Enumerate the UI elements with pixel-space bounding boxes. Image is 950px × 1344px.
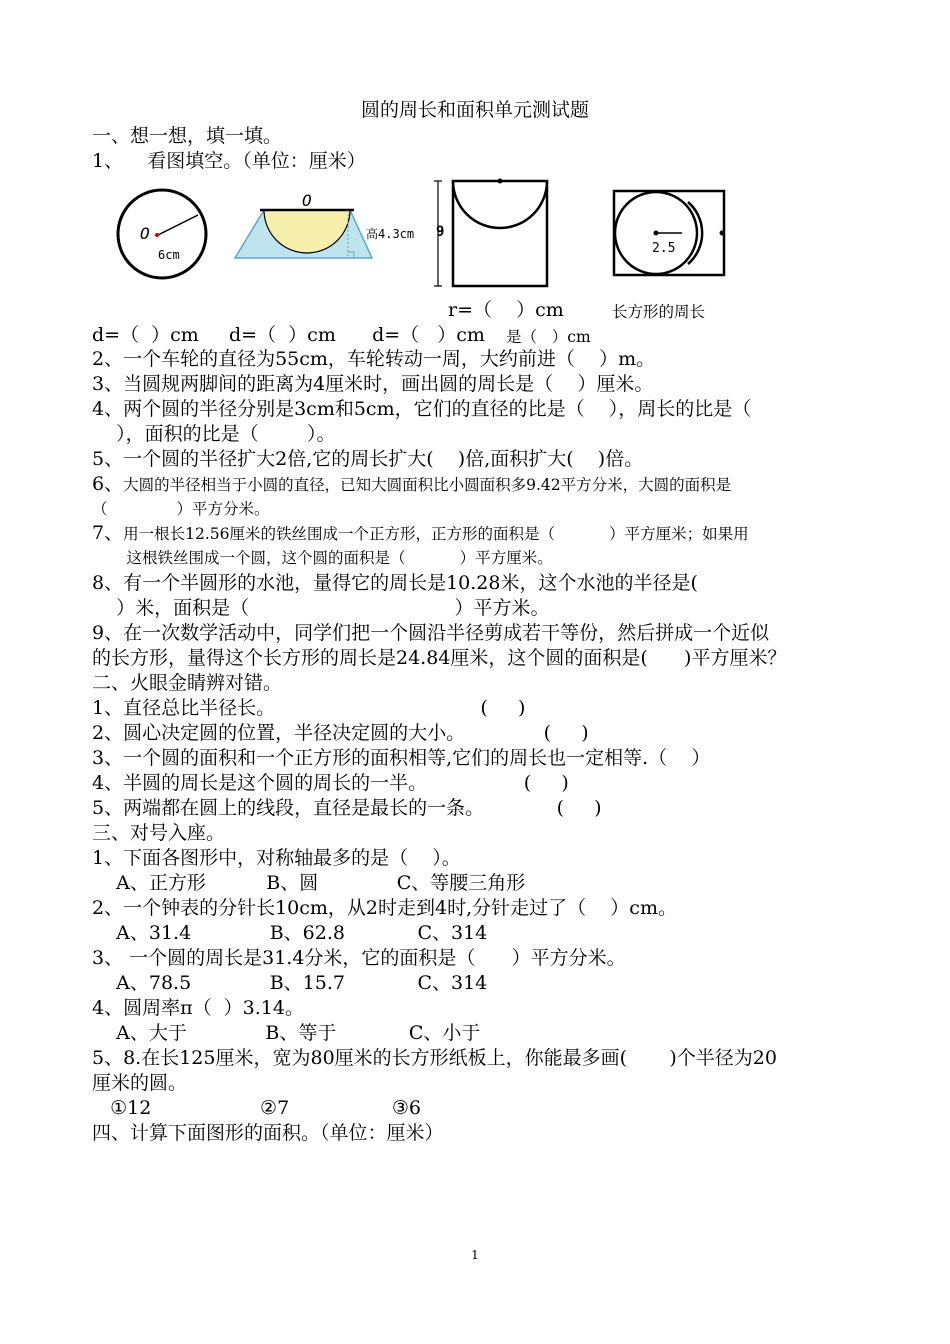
question-7 (92, 521, 749, 546)
fig4-radius-label: 2.5 (652, 241, 676, 256)
question-6 (92, 472, 731, 497)
figure-trapezoid-semicircle (232, 192, 432, 272)
q6-number: 6、 (92, 473, 124, 495)
q1-r-blank: r=（ ）cm (448, 299, 564, 321)
section-4-heading: 四、计算下面图形的面积。（单位：厘米） (92, 1122, 444, 1144)
true-false-3: 3、一个圆的面积和一个正方形的面积相等,它们的周长也一定相等.（ ） (92, 747, 711, 769)
question-2: 2、一个车轮的直径为55cm，车轮转动一周，大约前进（ ）m。 (92, 348, 656, 370)
true-false-4: 4、半圆的周长是这个圆的周长的一半。 ( ) (92, 772, 569, 794)
fig2-height-label: 高4.3cm (366, 227, 415, 241)
q1-answers: d=（ ）cm d=（ ）cm d=（ ）cm (92, 324, 485, 346)
fig1-radius-label: 6cm (158, 248, 180, 262)
choice-3: 3、 一个圆的周长是31.4分米，它的面积是（ ）平方分米。 (92, 947, 626, 969)
section-2-heading: 二、火眼金睛辨对错。 (92, 672, 283, 694)
choice-3-options: A、78.5 B、15.7 C、314 (92, 972, 488, 994)
q1-answers-tail: 是（ ）cm (506, 328, 591, 346)
true-false-5: 5、两端都在圆上的线段，直径是最长的一条。 ( ) (92, 797, 602, 819)
fig3-height-label: 9 (436, 224, 445, 240)
figure-rectangle-semicircle (430, 178, 560, 298)
q1-rect-perimeter-label: 长方形的周长 (612, 303, 706, 321)
question-6-cont: （ ）平方分米。 (92, 500, 270, 518)
question-9-cont: 的长方形，量得这个长方形的周长是24.84厘米，这个圆的面积是( )平方厘米？ (92, 647, 787, 669)
true-false-1: 1、直径总比半径长。 ( ) (92, 697, 526, 719)
choice-5-cont: 厘米的圆。 (92, 1072, 188, 1094)
choice-2: 2、一个钟表的分针长10cm，从2时走到4时,分针走过了（ ）cm。 (92, 897, 677, 919)
question-7-cont: 这根铁丝围成一个圆，这个圆的面积是（ ）平方厘米。 (92, 549, 553, 567)
choice-1: 1、下面各图形中，对称轴最多的是（ ）。 (92, 847, 461, 869)
figure-circle-radius (108, 184, 228, 294)
choice-1-options: A、正方形 B、圆 C、等腰三角形 (92, 872, 526, 894)
fig1-center-label: O (140, 224, 150, 243)
question-8-cont: ）米，面积是（ ）平方米。 (92, 597, 550, 619)
q1-intro: 1、 看图填空。（单位：厘米） (92, 150, 366, 172)
figure-rectangle-two-circles (612, 188, 732, 278)
question-9: 9、在一次数学活动中，同学们把一个圆沿半径剪成若干等份，然后拼成一个近似 (92, 622, 770, 644)
question-4-cont: ），面积的比是（ ）。 (92, 423, 336, 445)
page-number: 1 (471, 1248, 479, 1262)
section-1-heading: 一、想一想，填一填。 (92, 125, 283, 147)
choice-4-options: A、大于 B、等于 C、小于 (92, 1022, 481, 1044)
q6-text: 大圆的半径相当于小圆的直径，已知大圆面积比小圆面积多9.42平方分米，大圆的面积是 (123, 476, 732, 494)
page-title: 圆的周长和面积单元测试题 (360, 99, 589, 121)
true-false-2: 2、圆心决定圆的位置，半径决定圆的大小。 ( ) (92, 722, 589, 744)
choice-5-options: ①12 ②7 ③6 (92, 1097, 421, 1119)
question-5: 5、一个圆的半径扩大2倍,它的周长扩大( )倍,面积扩大( )倍。 (92, 448, 644, 470)
choice-4: 4、圆周率π（ ）3.14。 (92, 997, 304, 1019)
question-3: 3、当圆规两脚间的距离为4厘米时，画出圆的周长是（ ）厘米。 (92, 373, 654, 395)
choice-5: 5、8.在长125厘米，宽为80厘米的长方形纸板上，你能最多画( )个半径为20 (92, 1047, 777, 1069)
q7-text: 用一根长12.56厘米的铁丝围成一个正方形，正方形的面积是（ ）平方厘米；如果用 (123, 525, 749, 543)
section-3-heading: 三、对号入座。 (92, 822, 226, 844)
question-4: 4、两个圆的半径分别是3cm和5cm，它们的直径的比是（ ），周长的比是（ (92, 398, 752, 420)
question-8: 8、有一个半圆形的水池，量得它的周长是10.28米，这个水池的半径是( (92, 572, 698, 594)
q7-number: 7、 (92, 522, 124, 544)
choice-2-options: A、31.4 B、62.8 C、314 (92, 922, 488, 944)
fig2-center-label: O (302, 191, 312, 210)
